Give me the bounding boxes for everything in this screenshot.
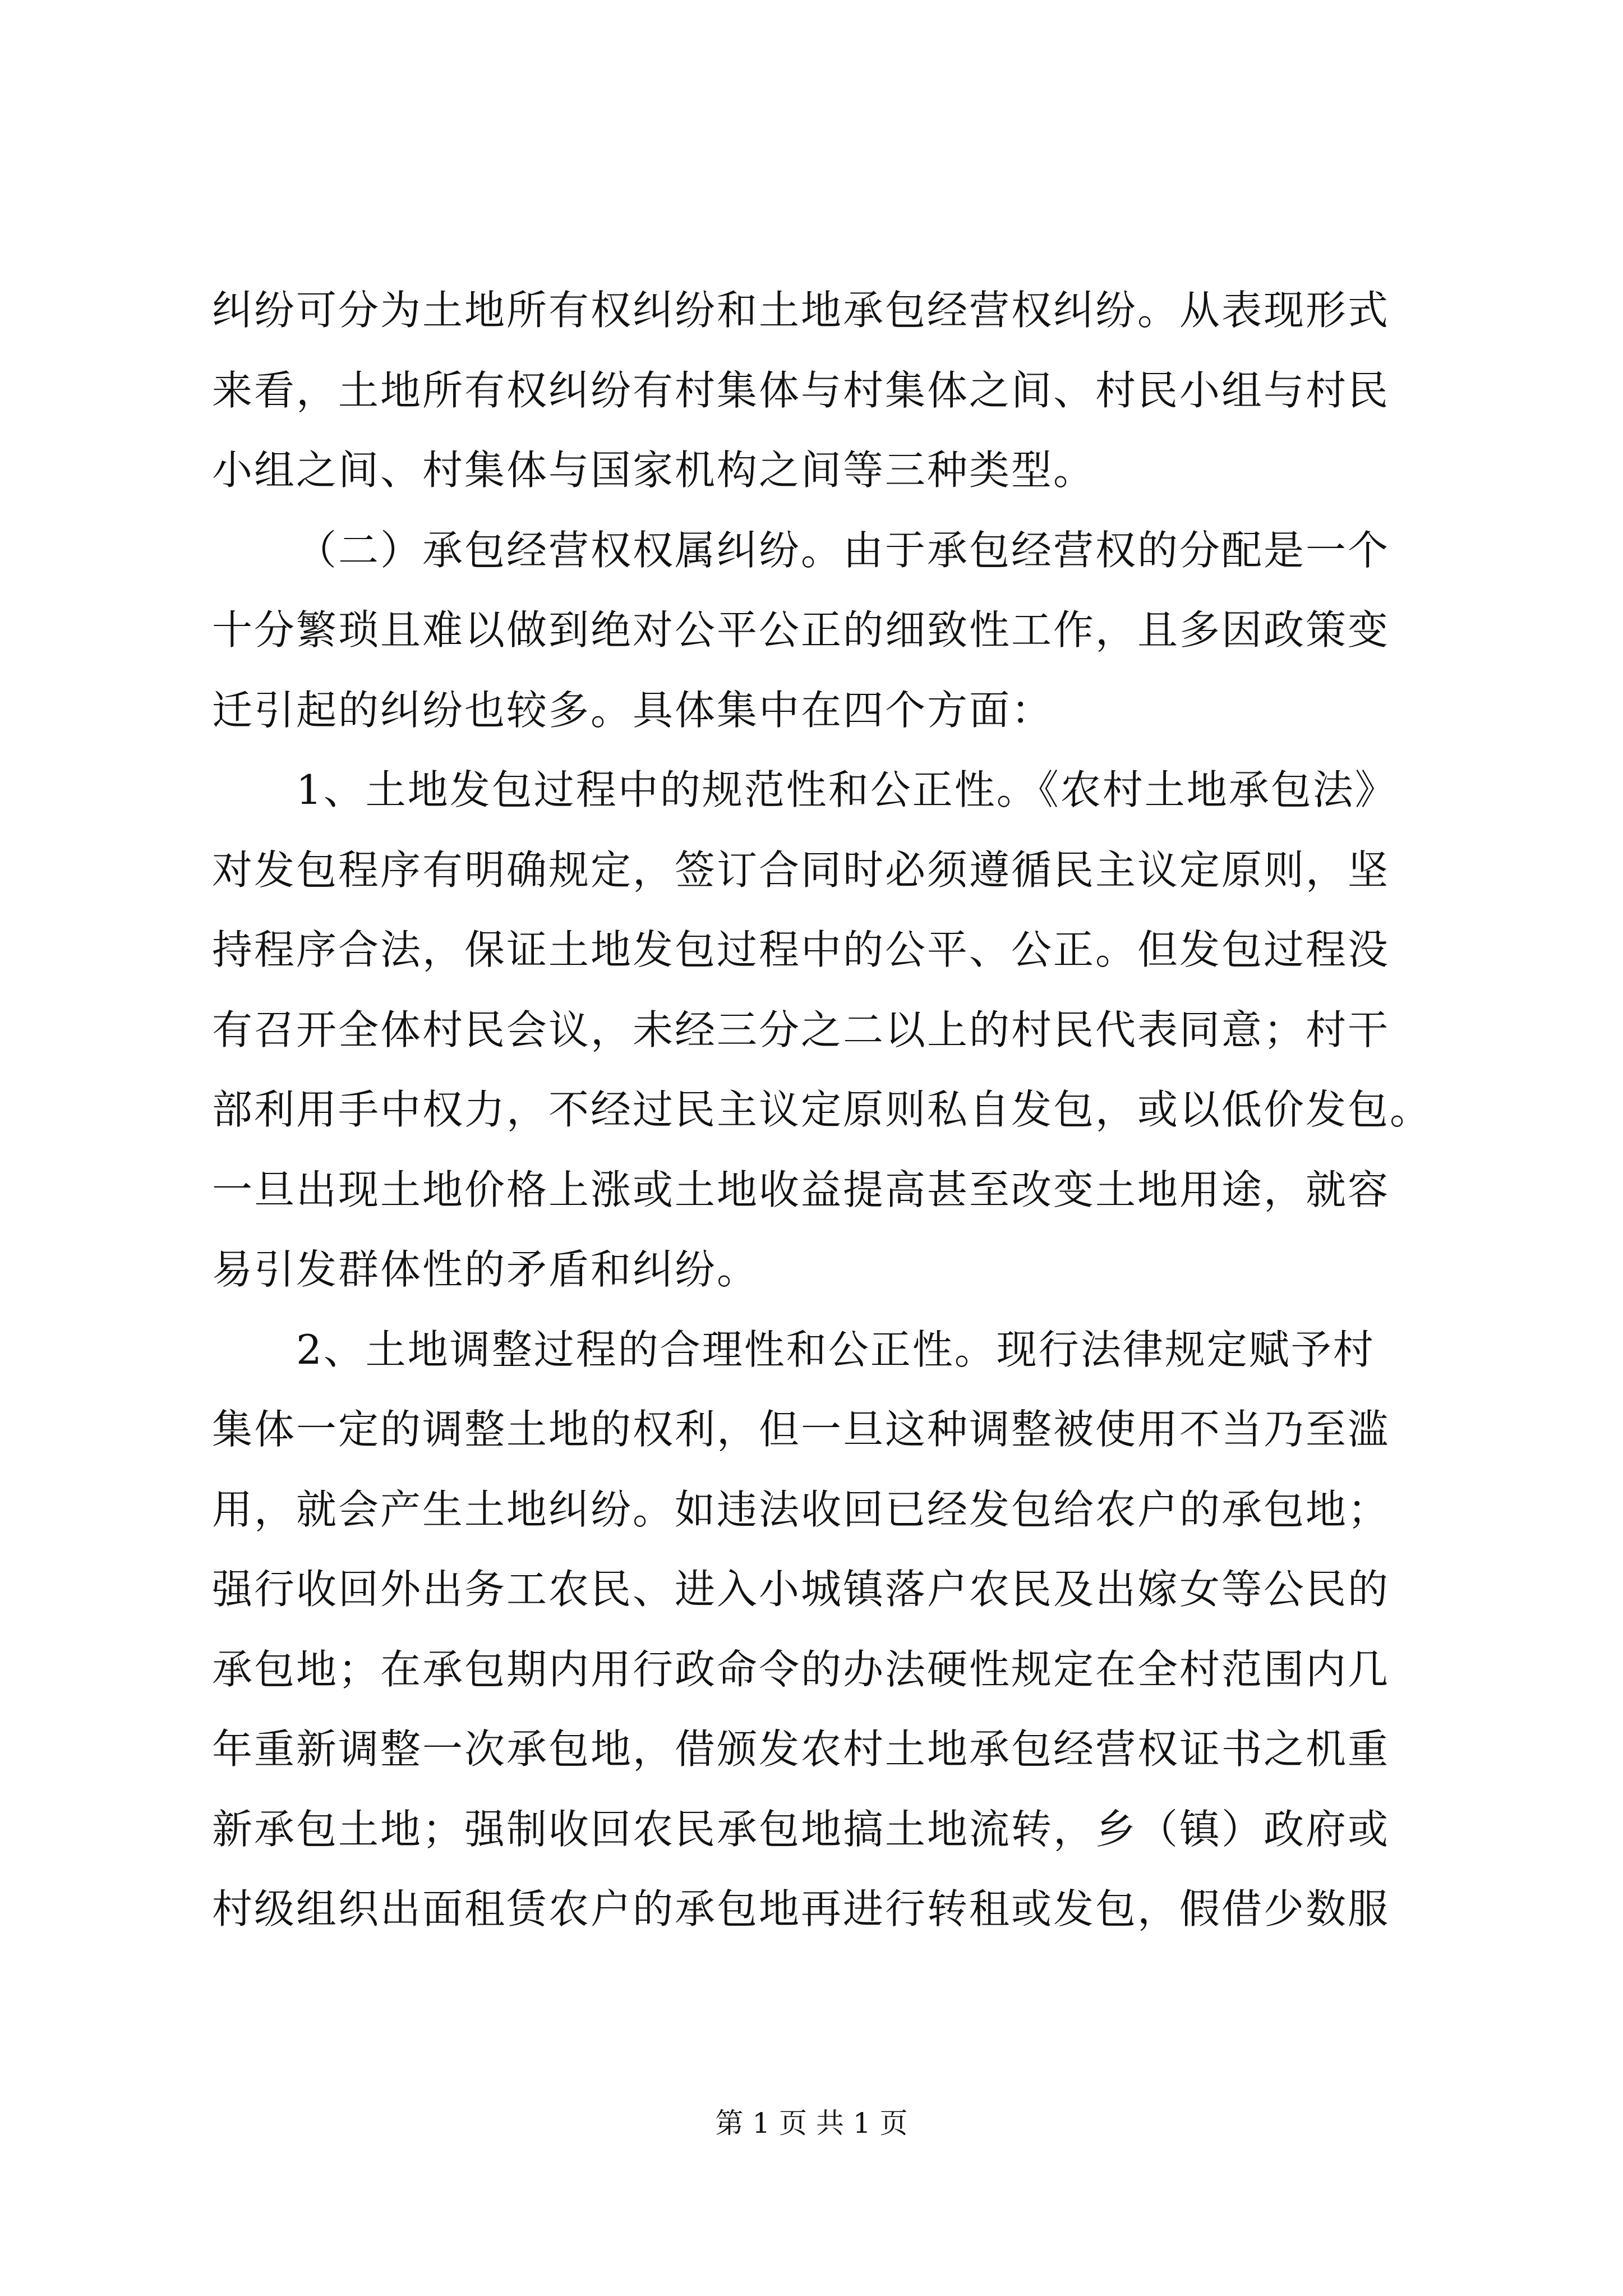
text-line: 部利用手中权力，不经过民主议定原则私自发包，或以低价发包。	[212, 1086, 1432, 1133]
paragraph-1	[212, 270, 1412, 510]
text-line: （二）承包经营权权属纠纷。由于承包经营权的分配是一个	[296, 526, 1390, 574]
text-line: 十分繁琐且难以做到绝对公平公正的细致性工作，且多因政策变	[212, 606, 1390, 654]
text-line: 持程序合法，保证土地发包过程中的公平、公正。但发包过程没	[212, 926, 1390, 973]
paragraph-2	[212, 510, 1412, 751]
text-line: 有召开全体村民会议，未经三分之二以上的村民代表同意；村干	[212, 1006, 1390, 1053]
text-line: 小组之间、村集体与国家机构之间等三种类型。	[212, 447, 1096, 494]
document-body	[212, 270, 1432, 1949]
page-footer: 第 1 页 共 1 页	[715, 2107, 908, 2139]
text-line: 2、土地调整过程的合理性和公正性。现行法律规定赋予村	[296, 1326, 1375, 1373]
text-line: 一旦出现土地价格上涨或土地收益提高甚至改变土地用途，就容	[212, 1166, 1390, 1213]
text-line: 强行收回外出务工农民、进入小城镇落户农民及出嫁女等公民的	[212, 1566, 1390, 1613]
text-line: 承包地；在承包期内用行政命令的办法硬性规定在全村范围内几	[212, 1645, 1390, 1693]
text-line: 1、土地发包过程中的规范性和公正性。《农村土地承包法》	[296, 766, 1397, 813]
paragraph-3	[212, 750, 1432, 1310]
paragraph-4	[212, 1310, 1412, 1949]
text-line: 新承包土地；强制收回农民承包地搞土地流转，乡（镇）政府或	[212, 1805, 1390, 1853]
text-line: 来看，土地所有权纠纷有村集体与村集体之间、村民小组与村民	[212, 366, 1390, 414]
text-line: 对发包程序有明确规定，签订合同时必须遵循民主议定原则，坚	[212, 846, 1390, 894]
text-line: 用，就会产生土地纠纷。如违法收回已经发包给农户的承包地；	[212, 1485, 1390, 1533]
text-line: 集体一定的调整土地的权利，但一旦这种调整被使用不当乃至滥	[212, 1406, 1390, 1453]
text-line: 村级组织出面租赁农户的承包地再进行转租或发包，假借少数服	[212, 1885, 1390, 1932]
text-line: 易引发群体性的矛盾和纠纷。	[212, 1246, 759, 1293]
text-line: 年重新调整一次承包地，借颁发农村土地承包经营权证书之机重	[212, 1726, 1390, 1773]
text-line: 迁引起的纠纷也较多。具体集中在四个方面：	[212, 686, 1054, 734]
text-line: 纠纷可分为土地所有权纠纷和土地承包经营权纠纷。从表现形式	[212, 287, 1390, 334]
